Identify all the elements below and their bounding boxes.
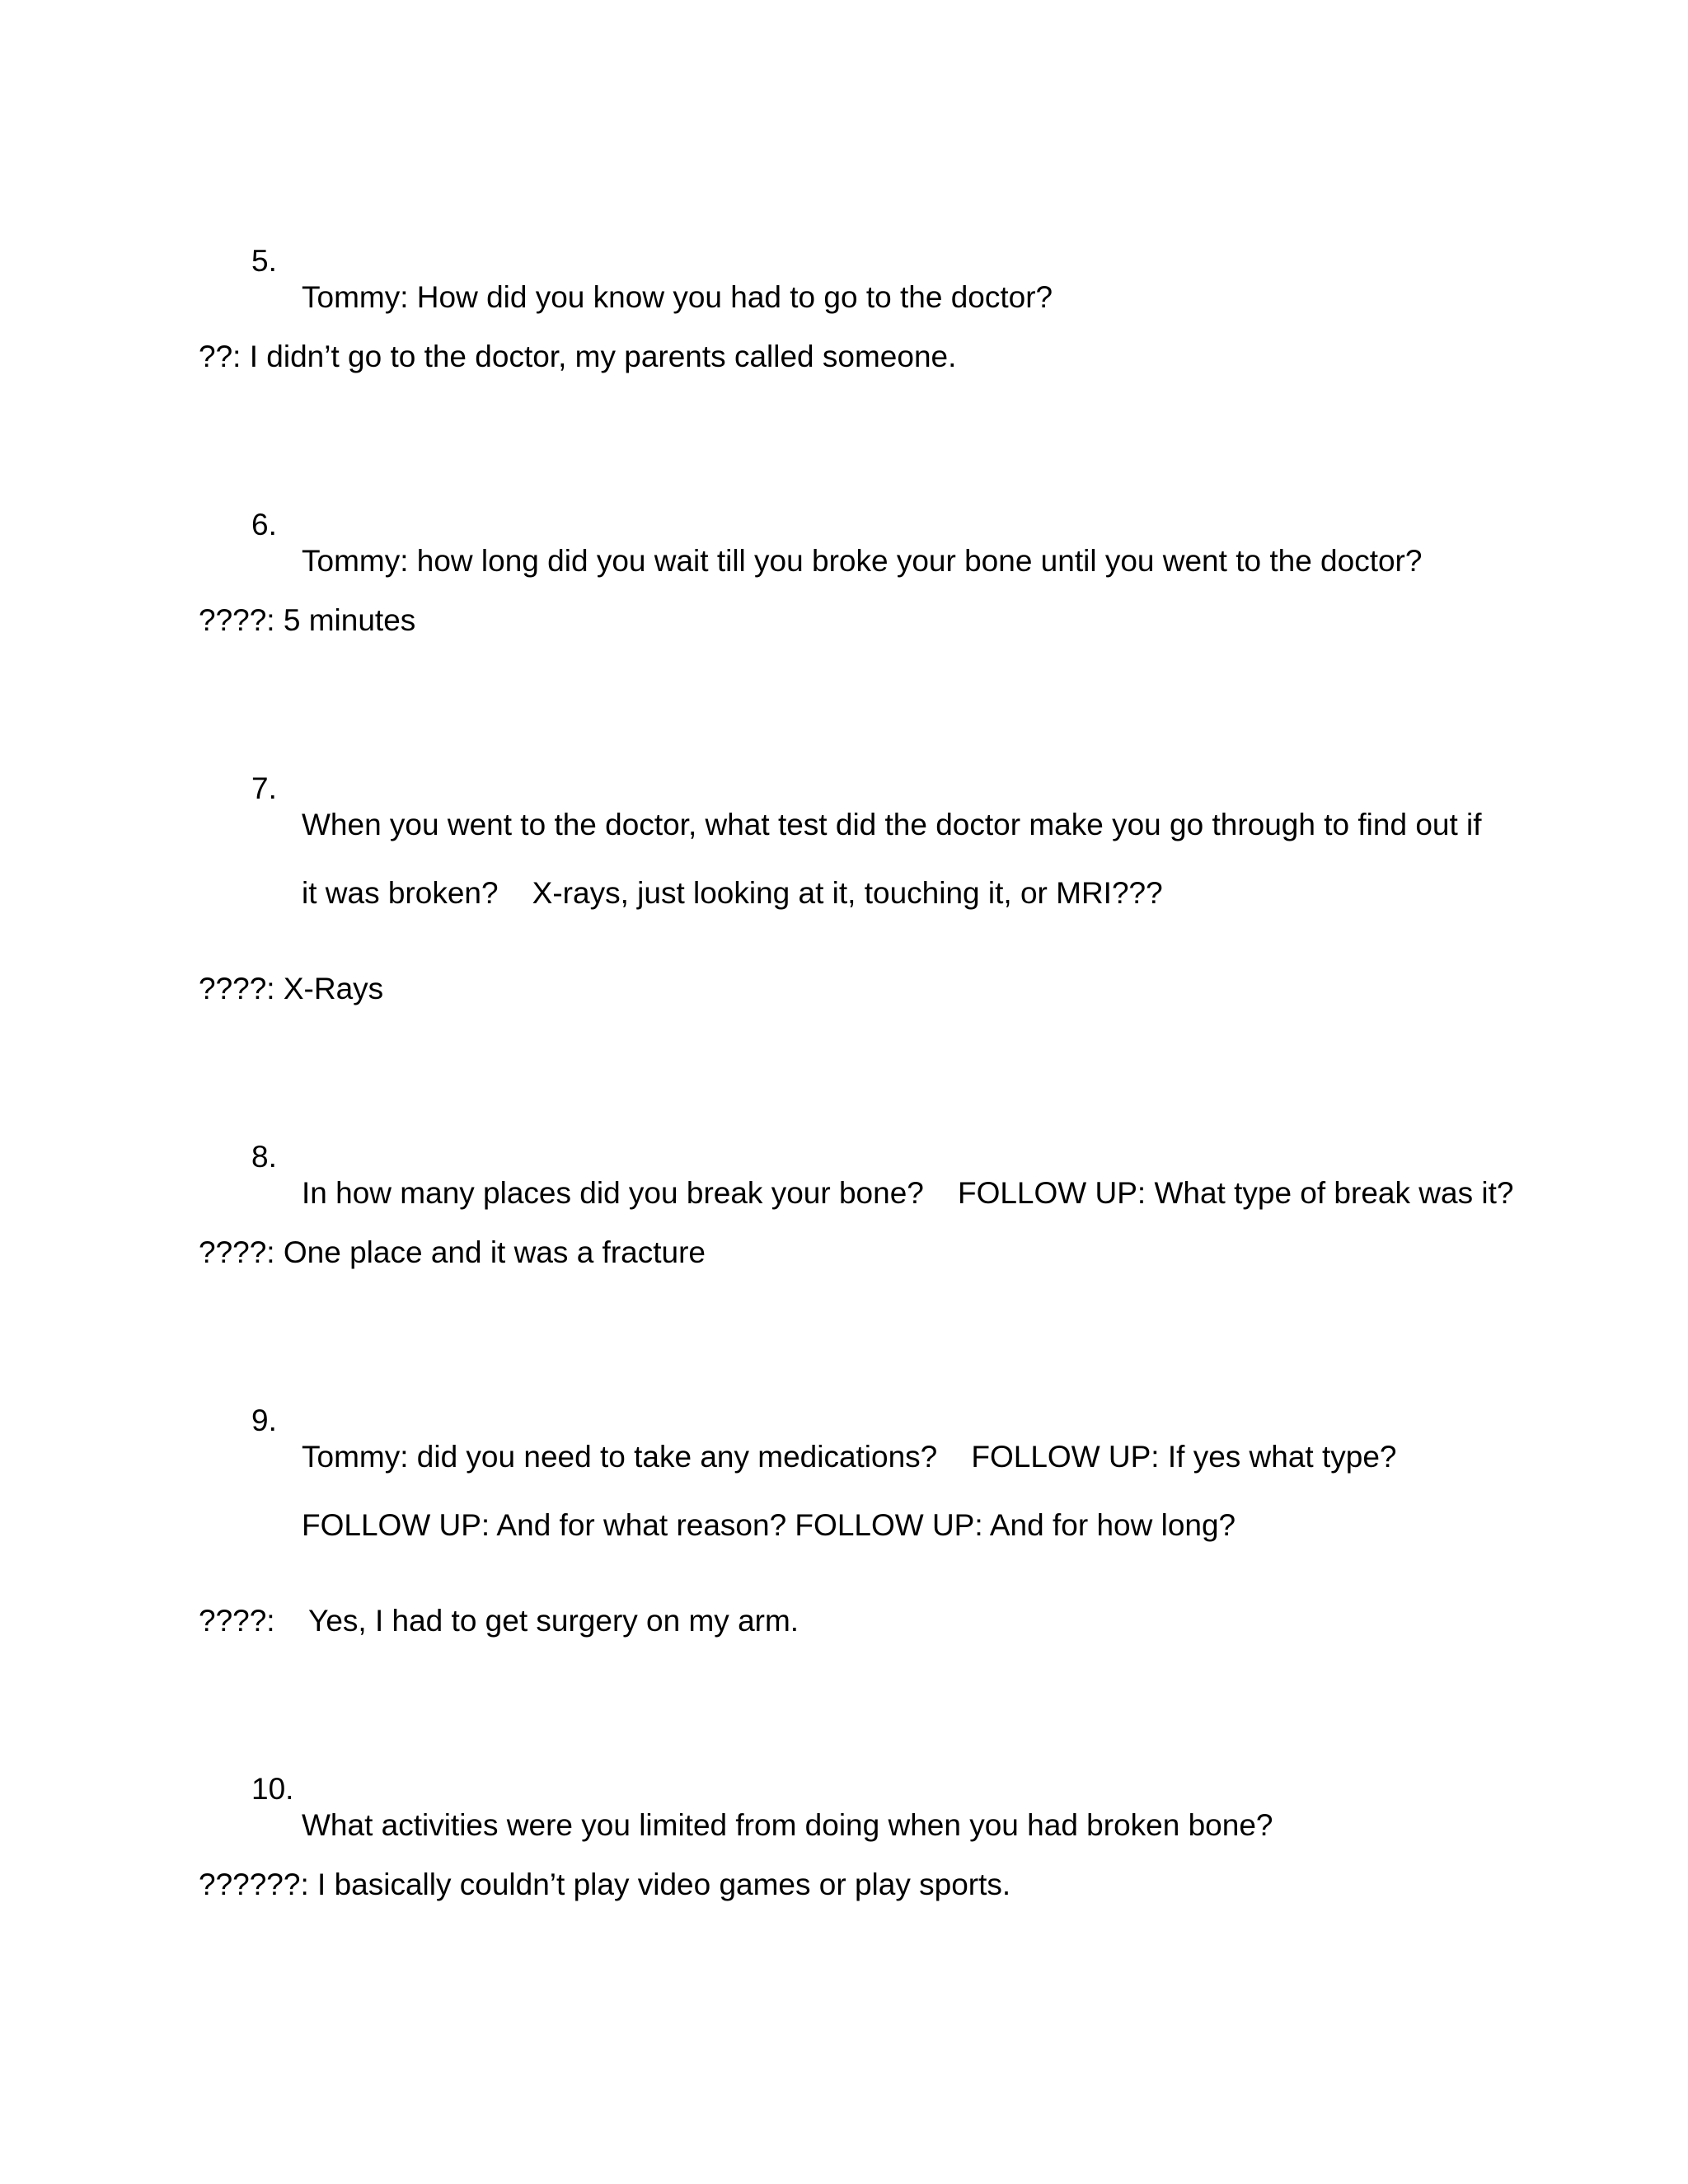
question-number: 6.: [251, 508, 277, 541]
answer-5: ??: I didn’t go to the doctor, my parents called someone.: [199, 340, 957, 373]
answer-7: ????: X-Rays: [199, 972, 384, 1005]
question-7-continued: [0, 839, 1163, 948]
question-text: it was broken? X-rays, just looking at it, touching it, or MRI???: [302, 876, 1163, 910]
answer-9: ????: Yes, I had to get surgery on my arm.: [199, 1604, 799, 1638]
question-9-continued: [0, 1471, 1236, 1580]
answer-6: ????: 5 minutes: [199, 603, 416, 637]
question-8: [0, 1103, 1514, 1248]
question-text: FOLLOW UP: And for what reason? FOLLOW UP: And for how long?: [302, 1508, 1236, 1542]
question-6: [0, 471, 1423, 616]
question-number: 7.: [251, 771, 277, 805]
question-text: What activities were you limited from doing when you had broken bone?: [302, 1808, 1273, 1842]
question-text: In how many places did you break your bone? FOLLOW UP: What type of break was it?: [302, 1176, 1514, 1210]
question-number: 10.: [251, 1772, 294, 1806]
question-10: [0, 1735, 1273, 1880]
answer-8: ????: One place and it was a fracture: [199, 1235, 706, 1269]
answer-10: ??????: I basically couldn’t play video games or play sports.: [199, 1868, 1011, 1901]
question-number: 5.: [251, 244, 277, 278]
question-text: Tommy: How did you know you had to go to the doctor?: [302, 280, 1053, 314]
question-number: 8.: [251, 1140, 277, 1174]
question-text: When you went to the doctor, what test did the doctor make you go through to find out if: [302, 808, 1482, 841]
question-text: Tommy: how long did you wait till you broke your bone until you went to the doctor?: [302, 544, 1423, 578]
question-5: [0, 207, 1053, 352]
question-text: Tommy: did you need to take any medications? FOLLOW UP: If yes what type?: [302, 1440, 1397, 1474]
question-number: 9.: [251, 1404, 277, 1437]
